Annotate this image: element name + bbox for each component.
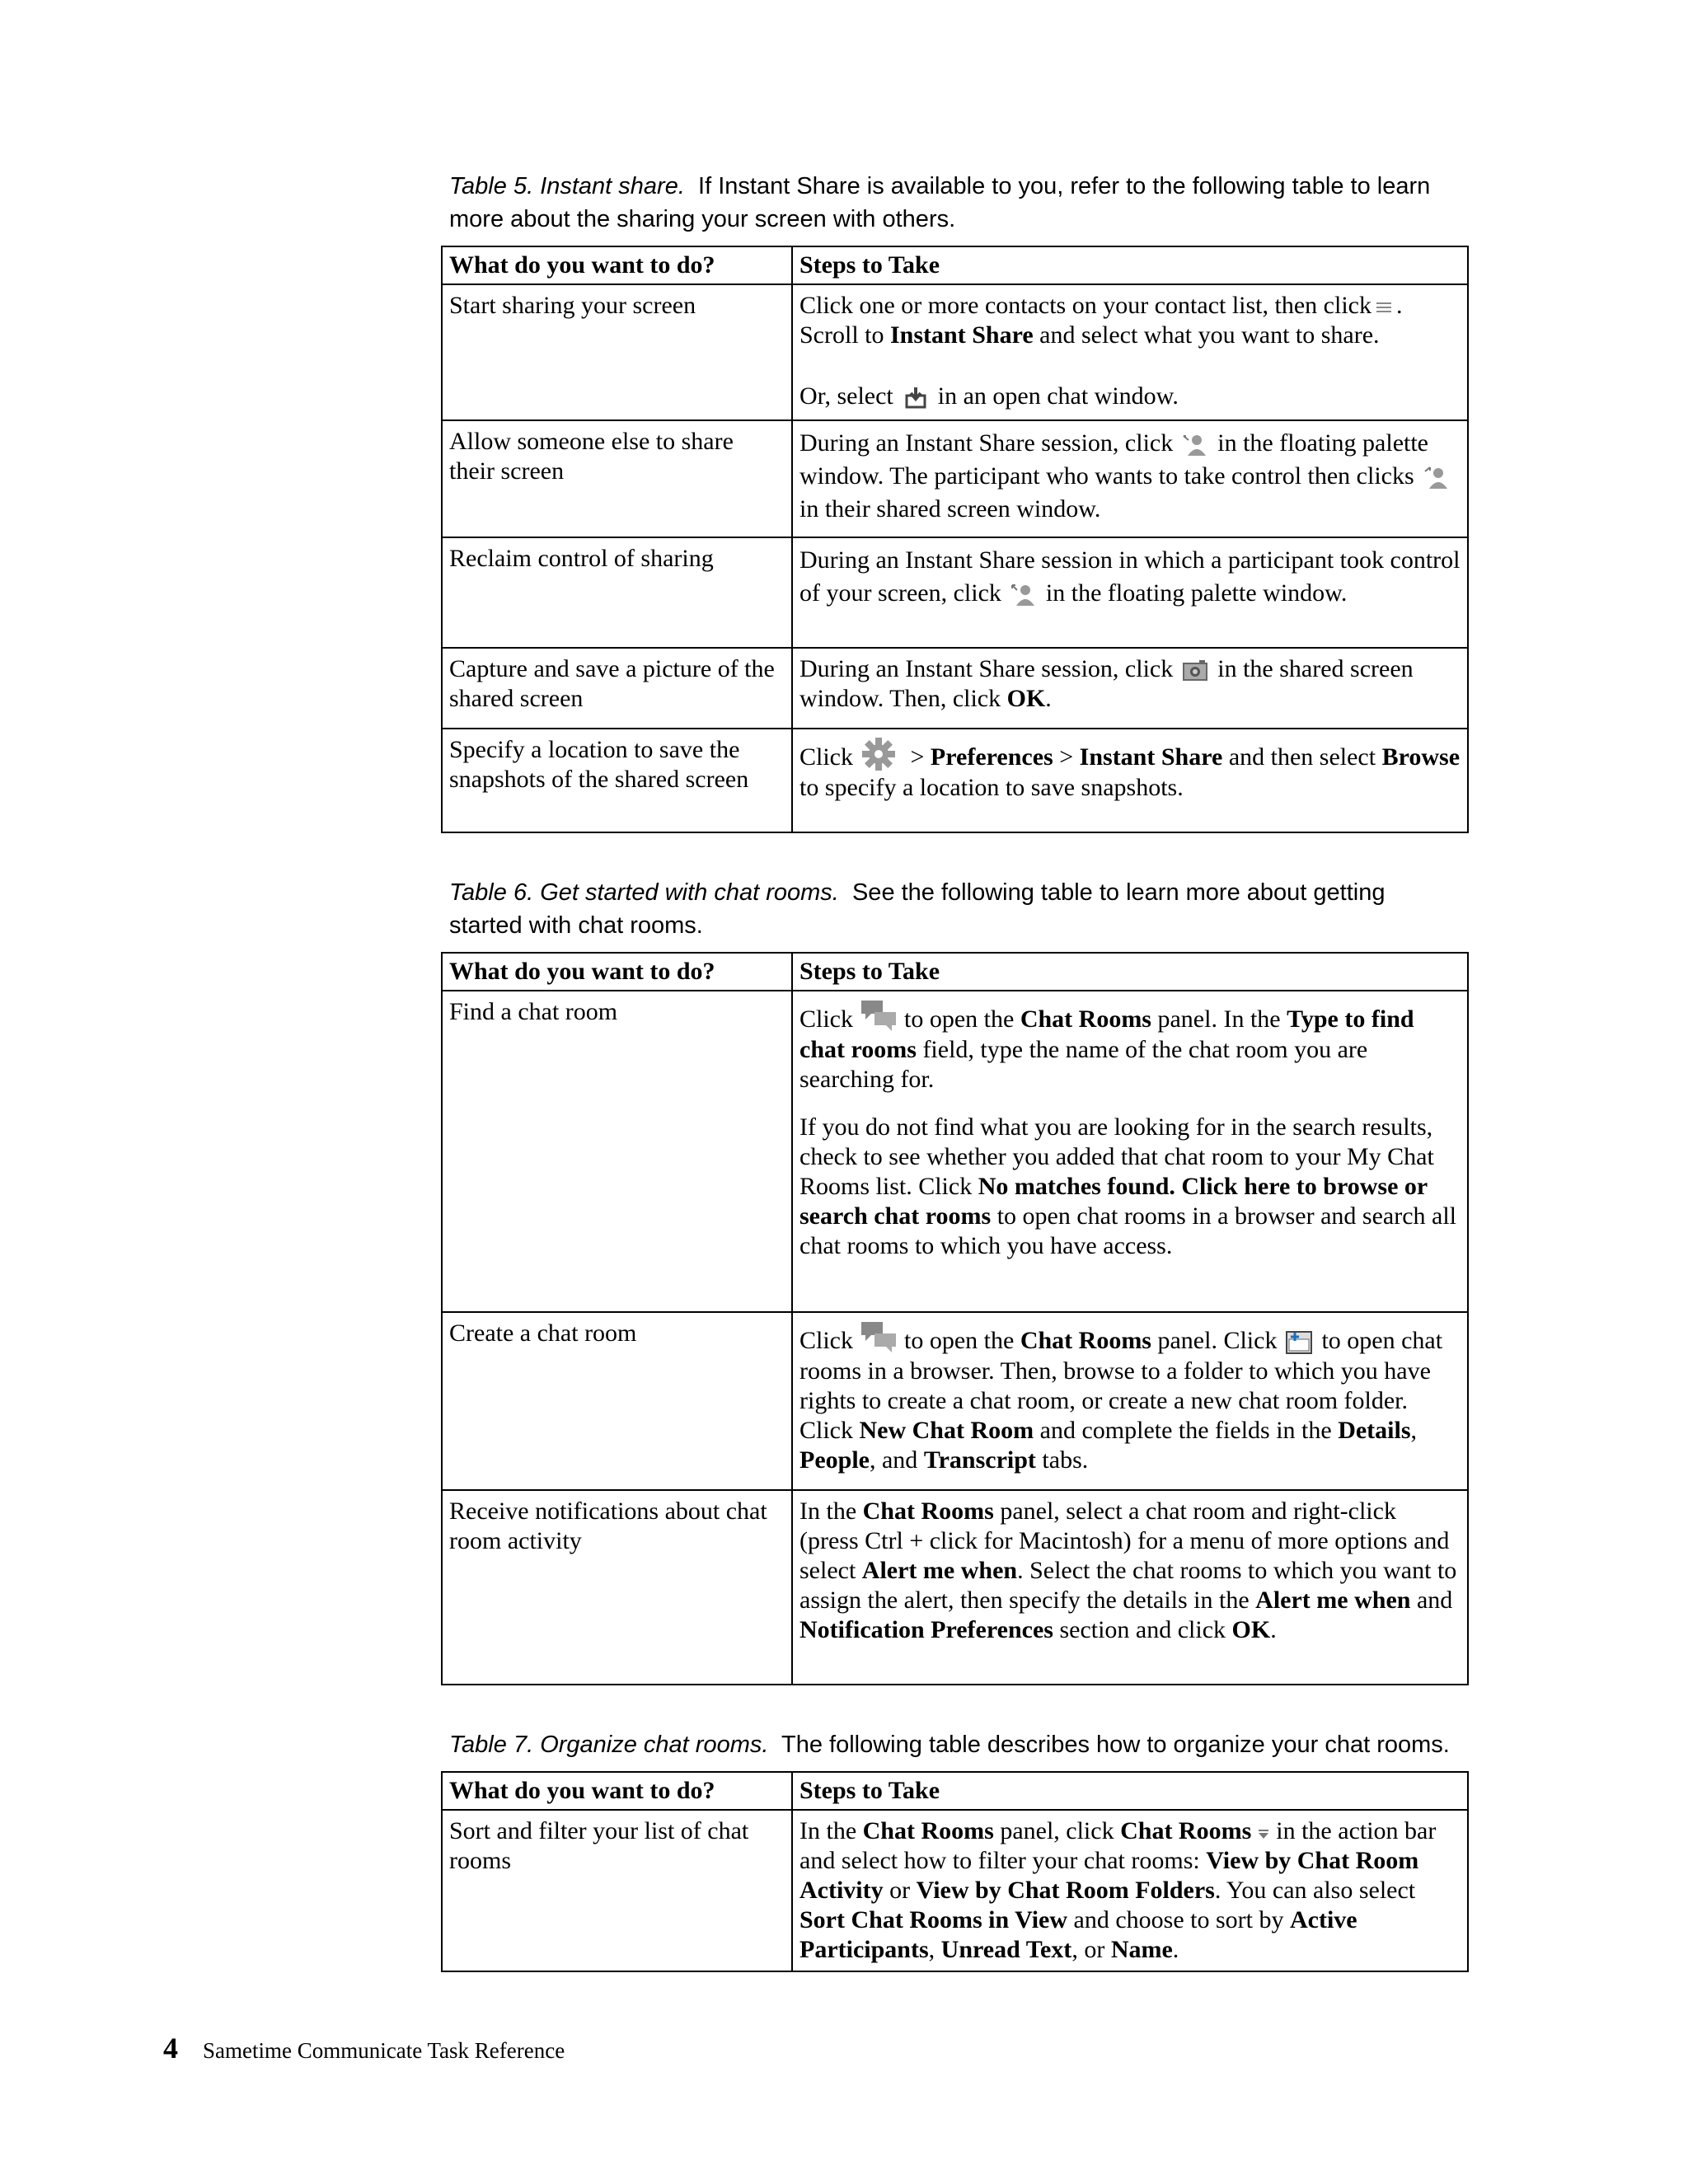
table-header-row	[442, 953, 1468, 991]
task-cell: Create a chat room	[442, 1312, 792, 1490]
steps-cell: Click to open the Chat Rooms panel. Click to open chat rooms in a browser. Then, browse to a folder to which you have rights to create a chat room, or create a new chat room folder. Click New Chat Room and complete the fields in the Details, People, and Transcript tabs.	[792, 1312, 1468, 1490]
table-6-title: Get started with chat rooms	[540, 879, 832, 906]
table-row	[442, 420, 1468, 537]
steps-cell: During an Instant Share session in which a participant took control of your screen, click in the floating palette window.	[792, 537, 1468, 648]
steps-cell: Click to open the Chat Rooms panel. In the Type to find chat rooms field, type the name of the chat room you are searching for. If you do not find what you are looking for in the search results, check to see whether you added that chat room to your My Chat Rooms list. Click No matches found. Click here to browse or search chat rooms to open chat rooms in a browser and search all chat rooms to which you have access.	[792, 991, 1468, 1312]
table-row	[442, 648, 1468, 729]
steps-cell: In the Chat Rooms panel, click Chat Rooms in the action bar and select how to filter your chat rooms: View by Chat Room Activity or View by Chat Room Folders. You can also select Sort Chat Rooms in View and choose to sort by Active Participants, Unread Text, or Name.	[792, 1810, 1468, 1971]
table-7-title: Organize chat rooms	[540, 1732, 762, 1758]
table-6	[441, 952, 1469, 1685]
table-row	[442, 991, 1468, 1312]
menu-icon	[1375, 299, 1393, 316]
table-6-caption: Table 6. Get started with chat rooms. See the following table to learn more about getting started with chat rooms.	[449, 879, 1386, 939]
steps-cell: During an Instant Share session, click in the shared screen window. Then, click OK.	[792, 648, 1468, 729]
column-header-task: What do you want to do?	[442, 1772, 792, 1810]
table-5	[441, 246, 1469, 833]
task-cell: Receive notifications about chat room activity	[442, 1490, 792, 1685]
footer-text: Sametime Communicate Task Reference	[203, 2038, 565, 2063]
table-row	[442, 1810, 1468, 1971]
table-7	[441, 1771, 1469, 1972]
page-number: 4	[163, 2032, 178, 2064]
table-row	[442, 1312, 1468, 1490]
table-7-number: Table 7.	[449, 1732, 534, 1758]
table-header-row	[442, 246, 1468, 284]
take-control-icon	[1423, 466, 1451, 490]
task-cell: Reclaim control of sharing	[442, 537, 792, 648]
task-cell: Start sharing your screen	[442, 284, 792, 420]
table-row	[442, 537, 1468, 648]
page-footer	[163, 2031, 565, 2065]
table-5-caption: Table 5. Instant share. If Instant Share is available to you, refer to the following table to learn more about the sharing your screen with others.	[449, 173, 1431, 232]
task-cell: Specify a location to save the snapshots of the shared screen	[442, 729, 792, 832]
column-header-task: What do you want to do?	[442, 246, 792, 284]
steps-cell: Click > Preferences > Instant Share and then select Browse to specify a location to save snapshots.	[792, 729, 1468, 832]
column-header-steps: Steps to Take	[792, 1772, 1468, 1810]
column-header-steps: Steps to Take	[792, 246, 1468, 284]
table-row	[442, 284, 1468, 420]
chat-rooms-icon	[858, 997, 899, 1035]
column-header-steps: Steps to Take	[792, 953, 1468, 991]
table-5-title: Instant share	[540, 173, 678, 199]
task-cell: Allow someone else to share their screen	[442, 420, 792, 537]
task-cell: Find a chat room	[442, 991, 792, 1312]
steps-cell: Click one or more contacts on your contact list, then click . Scroll to Instant Share and select what you want to share. Or, select in an open chat window.	[792, 284, 1468, 420]
open-in-browser-icon	[1285, 1330, 1313, 1355]
dropdown-arrow-icon	[1254, 1825, 1273, 1841]
table-row	[442, 729, 1468, 832]
chat-rooms-icon	[858, 1319, 899, 1357]
table-7-caption: Table 7. Organize chat rooms. The following table describes how to organize your chat rooms.	[449, 1732, 1450, 1758]
column-header-task: What do you want to do?	[442, 953, 792, 991]
table-5-description: If Instant Share is available to you, refer to the following table to learn more about the sharing your screen with others.	[449, 173, 1431, 232]
table-header-row	[442, 1772, 1468, 1810]
share-download-icon	[902, 386, 930, 410]
table-6-description: See the following table to learn more about getting started with chat rooms.	[449, 879, 1386, 939]
steps-cell: In the Chat Rooms panel, select a chat room and right-click (press Ctrl + click for Macintosh) for a menu of more options and select Alert me when. Select the chat rooms to which you want to assign the alert, then specify the details in the Alert me when and Notification Preferences section and click OK.	[792, 1490, 1468, 1685]
table-7-description: The following table describes how to organize your chat rooms.	[781, 1732, 1450, 1758]
task-cell: Sort and filter your list of chat rooms	[442, 1810, 792, 1971]
table-row	[442, 1490, 1468, 1685]
table-6-number: Table 6.	[449, 879, 534, 906]
reclaim-control-icon	[1010, 583, 1038, 607]
table-5-number: Table 5.	[449, 173, 534, 199]
gear-icon	[858, 735, 899, 773]
page-content	[441, 170, 1470, 1972]
camera-icon	[1181, 658, 1209, 683]
give-control-icon	[1181, 433, 1209, 457]
task-cell: Capture and save a picture of the shared screen	[442, 648, 792, 729]
steps-cell: During an Instant Share session, click in the floating palette window. The participant who wants to take control then clicks in their shared screen window.	[792, 420, 1468, 537]
